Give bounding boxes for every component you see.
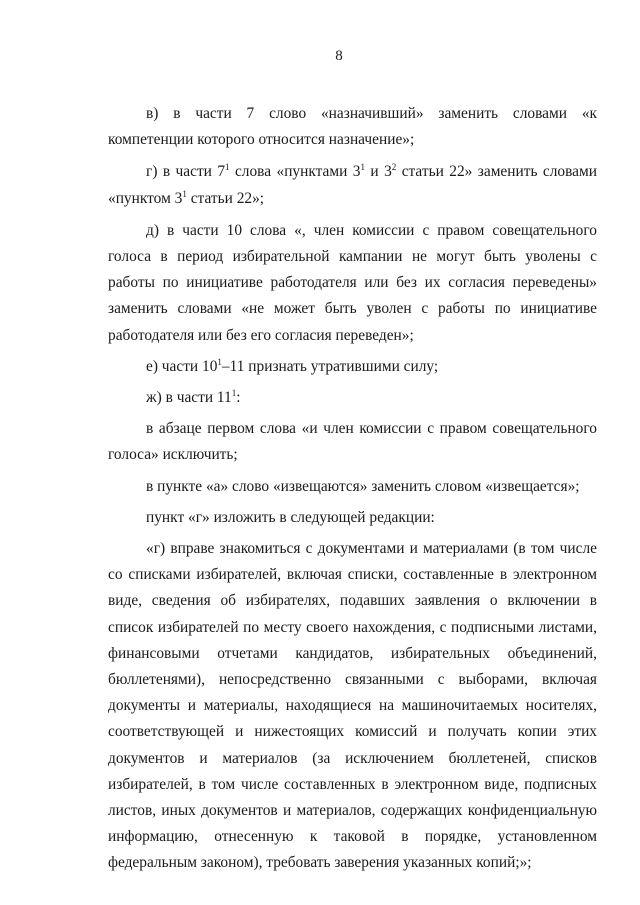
paragraph-quote: «г) вправе знакомиться с документами и материалами (в том числе со списками избирателей, включая списки, составленные в электронном виде, сведения об избирателях, подавших заявления о включении в список избирателей по месту своего нахождения, с подписными листами, финансовыми отчетами кандидатов, избирательных объединений, бюллетенями), непосредственно связанными с выборами, включая документы и материалы, находящиеся на машиночитаемых носителях, соответствующей и нижестоящих комиссий и получать копии этих документов и материалов (за исключением бюллетеней, списков избирателей, в том числе составленных в электронном виде, подписных листов, иных документов и материалов, содержащих конфиденциальную информацию, отнесенную к таковой в порядке, установленном федеральным законом), требовать заверения указанных копий;»; (108, 540, 597, 872)
paragraph-abzac: в абзаце первом слова «и член комиссии с правом совещательного голоса» исключить; (108, 420, 597, 464)
paragraph-g-part2: слова «пунктами 3 (229, 163, 361, 181)
paragraph-e (108, 354, 597, 380)
paragraph-g (108, 159, 597, 211)
document-body (108, 101, 597, 877)
paragraph-g-part1: г) в части 7 (146, 163, 226, 181)
paragraph-zh (108, 385, 597, 411)
paragraph-g-part4: статьи 22» заменить словами «пунктом 3 (108, 163, 597, 207)
superscript: 1 (217, 356, 222, 367)
page-number: 8 (335, 48, 343, 64)
superscript: 1 (182, 188, 187, 199)
paragraph-d: д) в части 10 слова «, член комиссии с правом совещательного голоса в период избирательной кампании не могут быть уволены с работы по инициативе работодателя или без их согласия переведены» заменить словами «не может быть уволен с работы по инициативе работодателя или без его согласия переведен»; (108, 221, 597, 344)
paragraph-e-part2: –11 признать утратившими силу; (221, 357, 439, 375)
paragraph-g-part5: статьи 22»; (186, 189, 265, 207)
superscript: 1 (360, 162, 365, 173)
superscript: 2 (391, 162, 397, 173)
paragraph-v: в) в части 7 слово «назначивший» заменить словами «к компетенции которого относится назначение»; (108, 105, 597, 149)
paragraph-e-part1: е) части 10 (146, 357, 218, 375)
paragraph-punkt-g: пункт «г» изложить в следующей редакции: (146, 508, 435, 526)
paragraph-zh-part2: : (236, 389, 241, 407)
superscript: 1 (225, 162, 230, 173)
superscript: 1 (231, 388, 237, 399)
paragraph-g-part3: и 3 (364, 163, 392, 181)
paragraph-punkt-a: в пункте «а» слово «извещаются» заменить словом «извещается»; (146, 477, 580, 495)
paragraph-zh-part1: ж) в части 11 (146, 389, 232, 407)
